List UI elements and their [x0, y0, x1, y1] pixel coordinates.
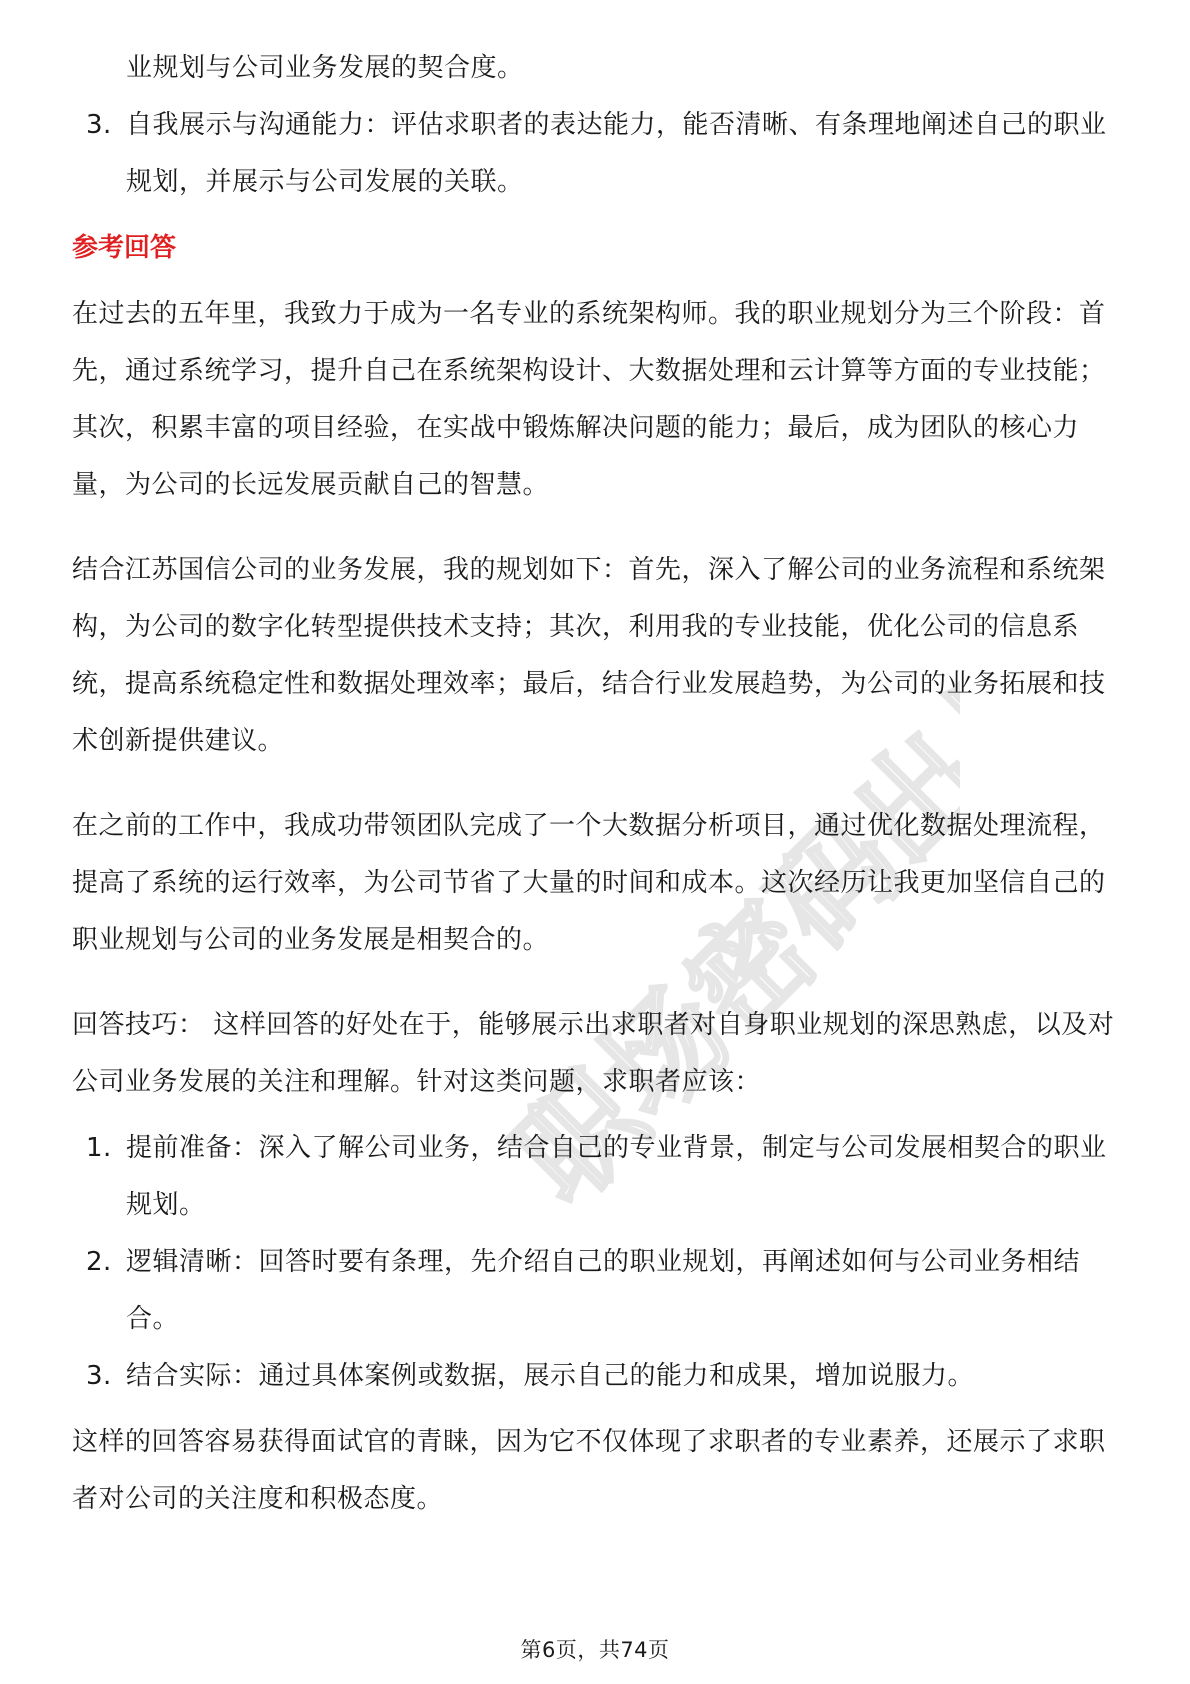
list-number: 2.: [86, 1247, 112, 1277]
list-number: 3.: [86, 110, 112, 140]
list-item: [72, 97, 1118, 211]
top-list: [72, 97, 1118, 211]
list-item-text: 逻辑清晰：回答时要有条理，先介绍自己的职业规划，再阐述如何与公司业务相结合。: [126, 1247, 1081, 1334]
document-page: [72, 40, 1118, 1528]
list-item-text: 提前准备：深入了解公司业务，结合自己的专业背景，制定与公司发展相契合的职业规划。: [126, 1133, 1107, 1220]
tips-list: [72, 1120, 1118, 1405]
paragraph: 在之前的工作中，我成功带领团队完成了一个大数据分析项目，通过优化数据处理流程，提高了系统的运行效率，为公司节省了大量的时间和成本。这次经历让我更加坚信自己的职业规划与公司的业务发展是相契合的。: [72, 811, 1106, 955]
list-item: [72, 1348, 1118, 1405]
list-number: 1.: [86, 1133, 112, 1163]
list-item-text: 自我展示与沟通能力：评估求职者的表达能力，能否清晰、有条理地阐述自己的职业规划，并展示与公司发展的关联。: [126, 110, 1107, 197]
paragraph: 结合江苏国信公司的业务发展，我的规划如下：首先，深入了解公司的业务流程和系统架构，为公司的数字化转型提供技术支持；其次，利用我的专业技能，优化公司的信息系统，提高系统稳定性和数据处理效率；最后，结合行业发展趋势，为公司的业务拓展和技术创新提供建议。: [72, 555, 1106, 756]
paragraph: 在过去的五年里，我致力于成为一名专业的系统架构师。我的职业规划分为三个阶段：首先，通过系统学习，提升自己在系统架构设计、大数据处理和云计算等方面的专业技能；其次，积累丰富的项目经验，在实战中锻炼解决问题的能力；最后，成为团队的核心力量，为公司的长远发展贡献自己的智慧。: [72, 299, 1106, 500]
list-continuation: 业规划与公司业务发展的契合度。: [126, 53, 524, 83]
answer-tips-paragraph: 回答技巧： 这样回答的好处在于，能够展示出求职者对自身职业规划的深思熟虑，以及对公司业务发展的关注和理解。针对这类问题，求职者应该：: [72, 1010, 1115, 1097]
list-item: [72, 1120, 1118, 1234]
closing-paragraph: 这样的回答容易获得面试官的青睐，因为它不仅体现了求职者的专业素养，还展示了求职者对公司的关注度和积极态度。: [72, 1427, 1106, 1514]
watermark-text: 职场密码出品: [489, 622, 960, 1220]
list-item-text: 结合实际：通过具体案例或数据，展示自己的能力和成果，增加说服力。: [126, 1361, 975, 1391]
list-number: 3.: [86, 1361, 112, 1391]
page-number-footer: 第6页，共74页: [520, 1638, 670, 1662]
list-item: [72, 1234, 1118, 1348]
reference-answer-heading: 参考回答: [72, 233, 177, 263]
